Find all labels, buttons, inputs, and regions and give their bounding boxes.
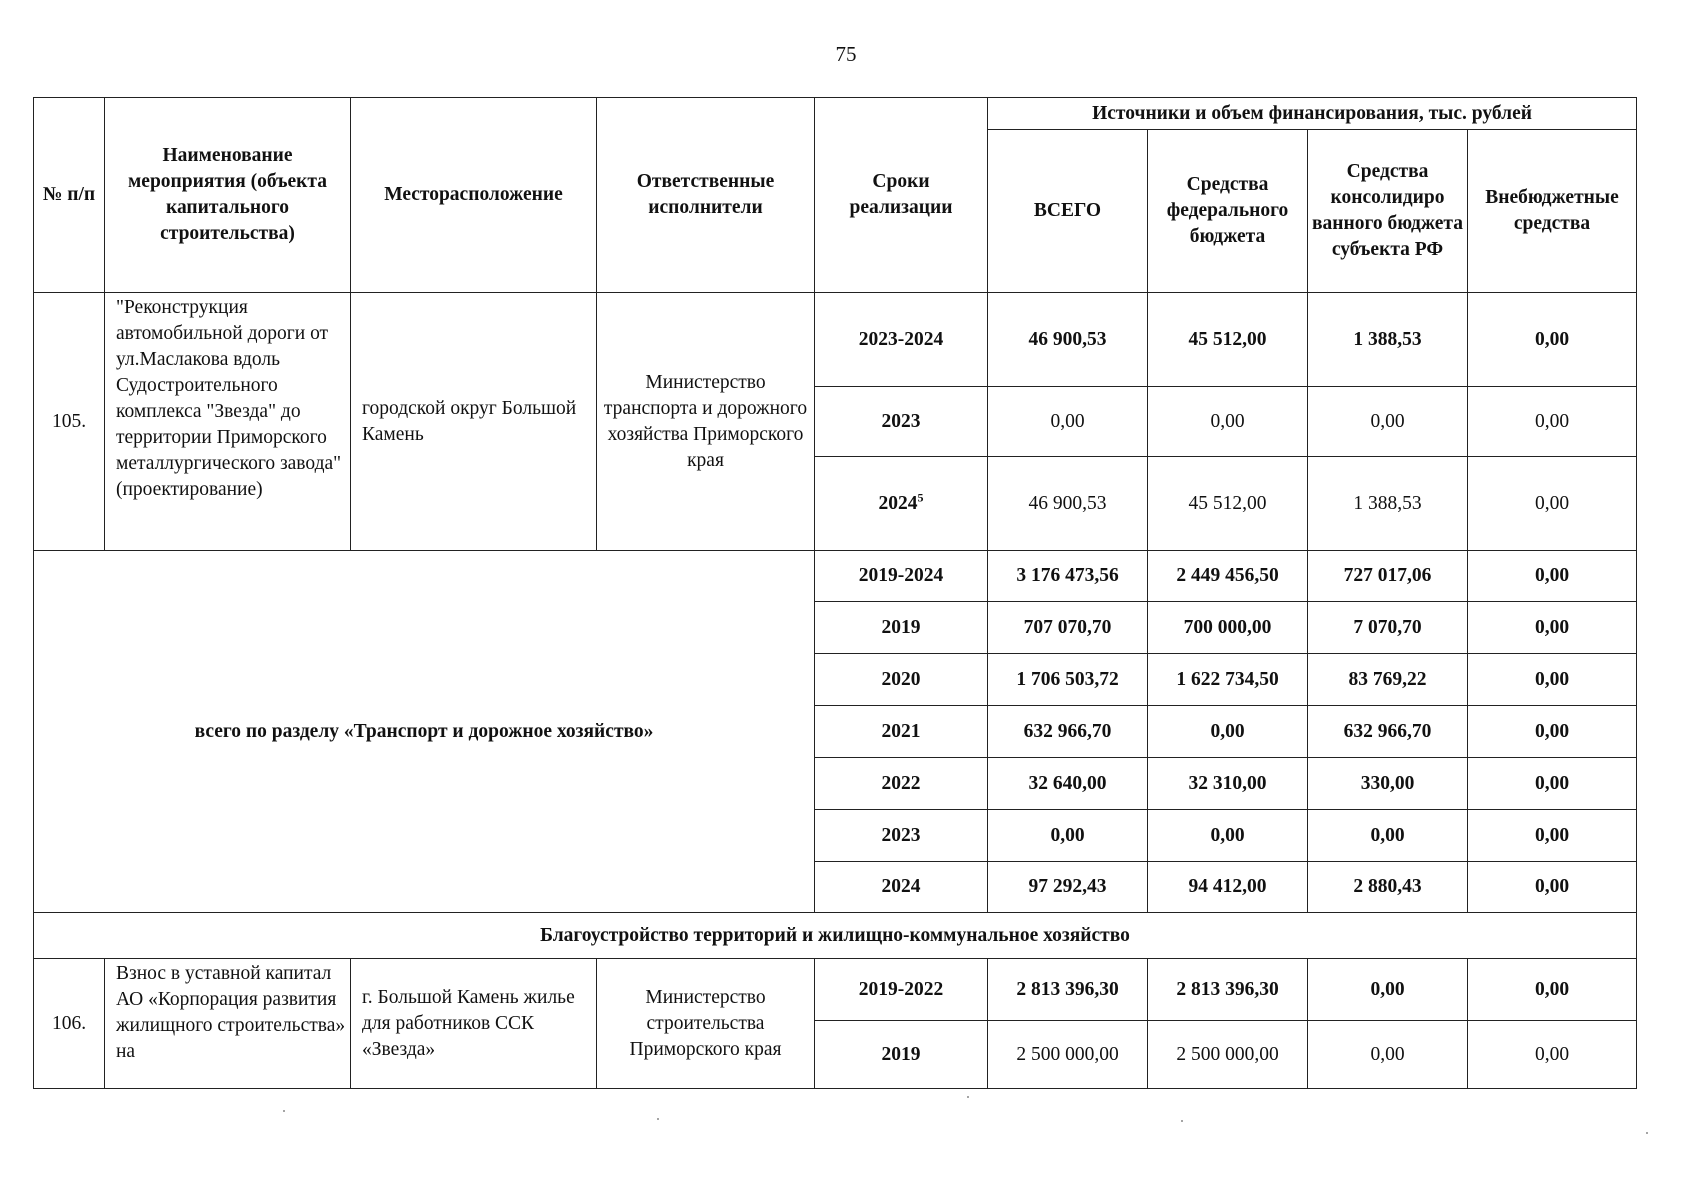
period-cell: 2019-2024 <box>815 551 988 602</box>
scan-speck <box>657 1118 659 1120</box>
extra-cell: 0,00 <box>1468 862 1637 913</box>
header-federal: Средства федерального бюджета <box>1148 130 1308 293</box>
item-location: г. Большой Камень жилье для работников ССК «Звезда» <box>351 959 597 1089</box>
federal-cell: 0,00 <box>1148 706 1308 758</box>
item-name: "Реконструкция автомобильной дороги от ул.Маслакова вдоль Судостроительного комплекса "Звезда" до территории Приморского металлургического завода" (проектирование) <box>105 293 351 551</box>
consolidated-cell: 1 388,53 <box>1308 457 1468 551</box>
total-cell: 32 640,00 <box>988 758 1148 810</box>
consolidated-cell: 0,00 <box>1308 1021 1468 1089</box>
period-cell: 2022 <box>815 758 988 810</box>
federal-cell: 0,00 <box>1148 387 1308 457</box>
section-heading: Благоустройство территорий и жилищно-коммунальное хозяйство <box>34 913 1637 959</box>
period-cell: 2024 <box>815 862 988 913</box>
period-cell: 2020 <box>815 654 988 706</box>
scan-speck <box>967 1096 969 1098</box>
extra-cell: 0,00 <box>1468 959 1637 1021</box>
period-cell: 2021 <box>815 706 988 758</box>
consolidated-cell: 0,00 <box>1308 810 1468 862</box>
total-cell: 2 813 396,30 <box>988 959 1148 1021</box>
table-row <box>34 959 1637 1021</box>
header-num: № п/п <box>34 98 105 293</box>
extra-cell: 0,00 <box>1468 654 1637 706</box>
extra-cell: 0,00 <box>1468 387 1637 457</box>
item-number: 106. <box>34 959 105 1089</box>
header-period: Сроки реализации <box>815 98 988 293</box>
total-cell: 46 900,53 <box>988 293 1148 387</box>
consolidated-cell: 0,00 <box>1308 959 1468 1021</box>
header-row-1 <box>34 98 1637 130</box>
total-cell: 0,00 <box>988 810 1148 862</box>
header-total: ВСЕГО <box>988 130 1148 293</box>
federal-cell: 2 813 396,30 <box>1148 959 1308 1021</box>
federal-cell: 32 310,00 <box>1148 758 1308 810</box>
consolidated-cell: 632 966,70 <box>1308 706 1468 758</box>
federal-cell: 45 512,00 <box>1148 293 1308 387</box>
consolidated-cell: 83 769,22 <box>1308 654 1468 706</box>
section-heading-row <box>34 913 1637 959</box>
header-location: Месторасположение <box>351 98 597 293</box>
item-executor: Министерство транспорта и дорожного хозяйства Приморского края <box>597 293 815 551</box>
extra-cell: 0,00 <box>1468 810 1637 862</box>
table-row <box>34 551 1637 602</box>
total-cell: 46 900,53 <box>988 457 1148 551</box>
federal-cell: 2 500 000,00 <box>1148 1021 1308 1089</box>
federal-cell: 700 000,00 <box>1148 602 1308 654</box>
item-location: городской округ Большой Камень <box>351 293 597 551</box>
section-total-label: всего по разделу «Транспорт и дорожное хозяйство» <box>34 551 815 913</box>
table-row <box>34 293 1637 387</box>
extra-cell: 0,00 <box>1468 551 1637 602</box>
item-name: Взнос в уставной капитал АО «Корпорация развития жилищного строительства» на <box>105 959 351 1089</box>
period-cell: 2023 <box>815 810 988 862</box>
federal-cell: 0,00 <box>1148 810 1308 862</box>
scan-speck <box>283 1110 285 1112</box>
federal-cell: 2 449 456,50 <box>1148 551 1308 602</box>
total-cell: 632 966,70 <box>988 706 1148 758</box>
period-year: 2024 <box>878 492 918 514</box>
scan-speck <box>1181 1120 1183 1122</box>
header-executors: Ответственные исполнители <box>597 98 815 293</box>
footnote-marker: 5 <box>917 490 924 504</box>
period-cell: 2019 <box>815 1021 988 1089</box>
extra-cell: 0,00 <box>1468 602 1637 654</box>
period-cell: 2019-2022 <box>815 959 988 1021</box>
period-cell: 2019 <box>815 602 988 654</box>
item-number: 105. <box>34 293 105 551</box>
page-number: 75 <box>835 42 857 66</box>
header-name: Наименование мероприятия (объекта капитального строительства) <box>105 98 351 293</box>
total-cell: 97 292,43 <box>988 862 1148 913</box>
header-extra: Внебюджетные средства <box>1468 130 1637 293</box>
header-funding-group: Источники и объем финансирования, тыс. рублей <box>988 98 1637 130</box>
extra-cell: 0,00 <box>1468 293 1637 387</box>
period-cell <box>815 457 988 551</box>
consolidated-cell: 2 880,43 <box>1308 862 1468 913</box>
extra-cell: 0,00 <box>1468 1021 1637 1089</box>
total-cell: 0,00 <box>988 387 1148 457</box>
extra-cell: 0,00 <box>1468 457 1637 551</box>
header-consolidated: Средства консолидиро ванного бюджета субъекта РФ <box>1308 130 1468 293</box>
federal-cell: 94 412,00 <box>1148 862 1308 913</box>
scan-speck <box>1646 1132 1648 1134</box>
consolidated-cell: 0,00 <box>1308 387 1468 457</box>
period-cell: 2023 <box>815 387 988 457</box>
extra-cell: 0,00 <box>1468 758 1637 810</box>
total-cell: 707 070,70 <box>988 602 1148 654</box>
consolidated-cell: 1 388,53 <box>1308 293 1468 387</box>
federal-cell: 1 622 734,50 <box>1148 654 1308 706</box>
total-cell: 2 500 000,00 <box>988 1021 1148 1089</box>
period-cell: 2023-2024 <box>815 293 988 387</box>
consolidated-cell: 330,00 <box>1308 758 1468 810</box>
extra-cell: 0,00 <box>1468 706 1637 758</box>
item-executor: Министерство строительства Приморского края <box>597 959 815 1089</box>
total-cell: 3 176 473,56 <box>988 551 1148 602</box>
total-cell: 1 706 503,72 <box>988 654 1148 706</box>
financing-table <box>33 97 1637 1089</box>
federal-cell: 45 512,00 <box>1148 457 1308 551</box>
consolidated-cell: 727 017,06 <box>1308 551 1468 602</box>
consolidated-cell: 7 070,70 <box>1308 602 1468 654</box>
